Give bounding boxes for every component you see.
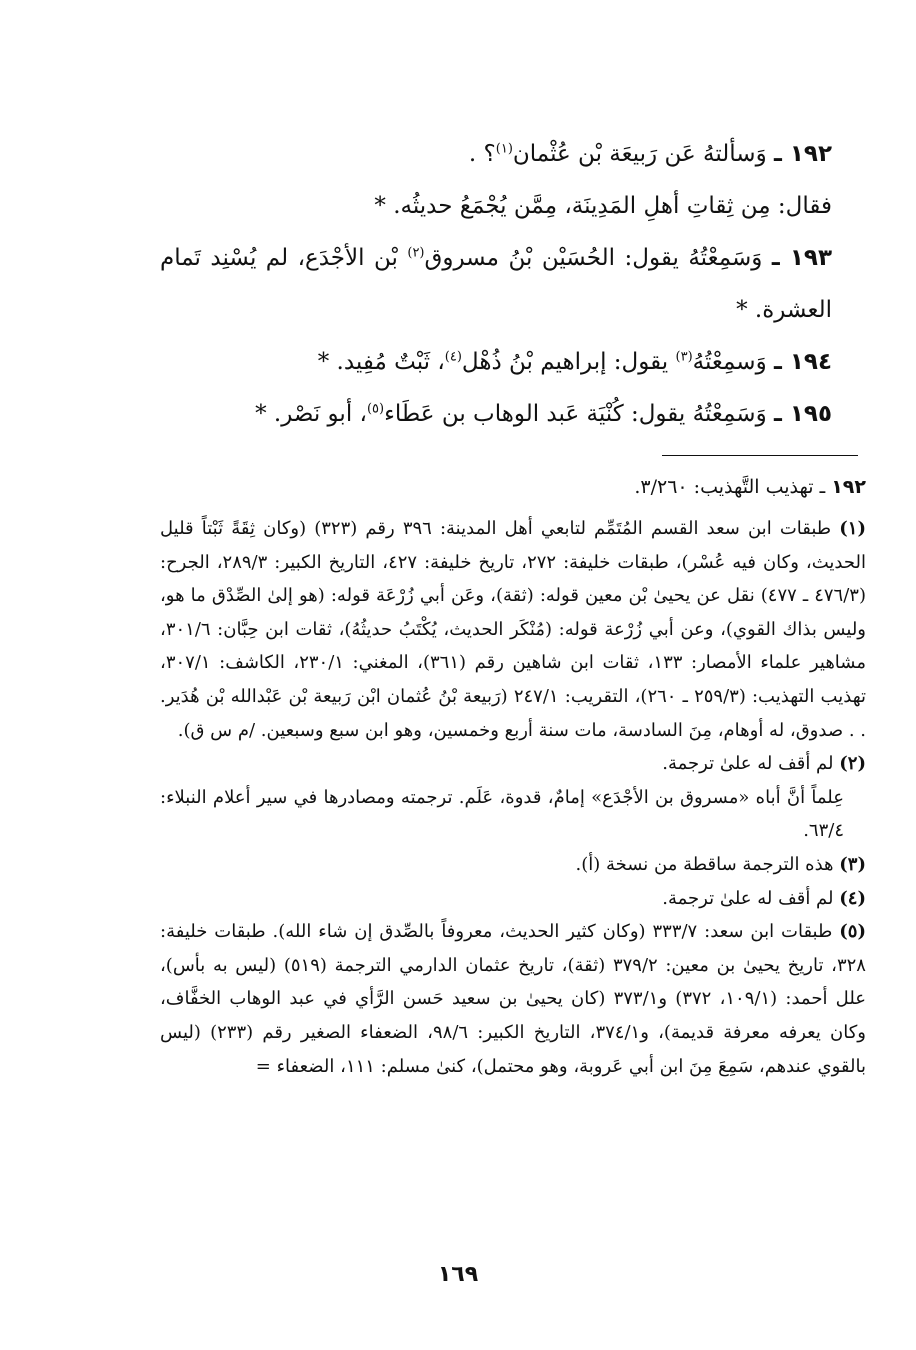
entry-194 [160, 336, 860, 388]
entry-193 [160, 232, 860, 336]
entry-text-tail: ؟ . [468, 141, 496, 167]
footnote-label: (٢) [839, 753, 866, 775]
footnote-ref: (٢) [407, 245, 425, 261]
takhrij-line [160, 470, 866, 504]
entry-number: ١٩٢ ـ [774, 141, 832, 167]
footnote-text: طبقات ابن سعد: ٣٣٣/٧ (وكان كثير الحديث، معروفاً بالصِّدق إن شاء الله). طبقات خليفة: ٣٢٨، تاريخ يحيىٰ بن معين: ٣٧٩/٢ (ثقة)، تاريخ عثمان الدارمي الترجمة (٥١٩) (ليس به بأس)، علل أحمد: (١٠٩/١، ٣٧٢) و٣٧٣/١ (كان يحيىٰ بن سعيد حَسن الرَّأي في عبد الوهاب الخفَّاف، وكان يعرفه معرفة قديمة)، و٣٧٤/١، التاريخ الكبير: ٩٨/٦، الضعفاء الصغير رقم (٢٣٣) (ليس بالقوي عندهم، سَمِعَ مِنَ ابن أبي عَروبة، وهو محتمل)، كنىٰ مسلم: ١١١، الضعفاء = [160, 921, 867, 1077]
entry-text: وَسَمِعْتُهُ يقول: كُنْيَة عَبد الوهاب بن عَطَاء [384, 401, 767, 427]
footnote-label: (٤) [839, 887, 866, 909]
entry-text-tail: ، أبو نَصْر. * [255, 401, 367, 427]
page-number: ١٦٩ [437, 1262, 479, 1287]
entry-text: وَسمِعْتُهُ [692, 349, 767, 375]
entry-text: وَسَمِعْتُهُ يقول: الحُسَيْن بْنُ مسروق [424, 245, 763, 271]
entry-number: ١٩٤ ـ [774, 349, 832, 375]
footnote-ref: (٥) [366, 401, 385, 417]
entry-text-tail: يقول: إبراهيم بْنُ ذُهْل [461, 349, 676, 375]
footnote-4 [160, 882, 866, 916]
entry-192 [160, 128, 860, 180]
footnote-text: لم أقف له علىٰ ترجمة. [662, 887, 834, 909]
footnote-3 [160, 848, 866, 882]
footnote-ref: (٣) [675, 349, 693, 365]
footnote-label: (٣) [839, 853, 866, 875]
footnote-text: هذه الترجمة ساقطة من نسخة (أ). [575, 853, 834, 875]
footnote-ref: (١) [495, 141, 513, 157]
entry-number: ١٩٥ ـ [774, 401, 832, 427]
entry-195 [160, 388, 860, 440]
footnote-label: (١) [839, 518, 866, 539]
footnote-text: لم أقف له علىٰ ترجمة. [662, 753, 834, 775]
footnotes [160, 470, 866, 1083]
entry-text: وَسألتهُ عَن رَبيعَة بْن عُثْمان [512, 141, 767, 167]
footnote-separator [662, 455, 858, 456]
footnote-1 [160, 512, 866, 747]
entry-number: ١٩٣ ـ [771, 245, 832, 271]
takhrij-text: ـ تهذيب التَّهذيب: ٣/٢٦٠. [634, 476, 832, 498]
entry-text: فقال: مِن ثِقاتِ أهلِ المَدِينَة، مِمَّن يُجْمَعُ حديثُه. * [374, 193, 832, 219]
footnote-continuation: عِلماً أنَّ أباه «مسروق بن الأجْدَع» إمامٌ، قدوة، عَلَم. ترجمته ومصادرها في سير أعلام النبلاء: ٦٣/٤. [160, 786, 844, 842]
takhrij-number: ١٩٢ [831, 476, 866, 498]
entry-text-tail: ، ثَبْتٌ مُفِيد. * [317, 349, 445, 375]
footnote-text: طبقات ابن سعد القسم المُتَمِّم لتابعي أهل المدينة: ٣٩٦ رقم (٣٢٣) (وكان ثِقَةً ثَبْتاً قليل الحديث، وكان فيه عُسْر)، طبقات خليفة: ٢٧٢، تاريخ خليفة: ٤٢٧، التاريخ الكبير: ٢٨٩/٣، الجرح: (٤٧٦/٣ ـ ٤٧٧) نقل عن يحيىٰ بْن معين قوله: (ثقة)، وعَن أبي زُرْعَة قوله: (هو إلىٰ الصِّدْق ما هو، وليس بذاك القوي)، وعن أبي زُرْعة قوله: (مُنْكَر الحديث، يُكْتَبُ حديثُهُ)، ثقات ابن حِبَّان: ٣٠١/٦، مشاهير علماء الأمصار: ١٣٣، ثقات ابن شاهين رقم (٣٦١)، المغني: ٢٣٠/١، الكاشف: ٣٠٧/١، تهذيب التهذيب: (٢٥٩/٣ ـ ٢٦٠)، التقريب: ٢٤٧/١ (رَبيعة بْنُ عُثمان ابْن رَبيعة بْن عَبْدالله بْن هُدَير. . . صدوق، له أوهام، مِنَ السادسة، مات سنة أربع وخمسين، وهو ابن سبع وسبعين. /م س ق). [160, 518, 867, 741]
main-text [160, 128, 860, 440]
entry-text-tail: بْن الأجْدَع، لم يُسْنِد تَمام العشرة. * [160, 245, 832, 323]
footnote-2 [160, 747, 866, 848]
footnote-5 [160, 915, 866, 1083]
footnote-label: (٥) [839, 921, 866, 943]
entry-192-answer [160, 180, 860, 232]
footnote-ref: (٤) [444, 349, 462, 365]
